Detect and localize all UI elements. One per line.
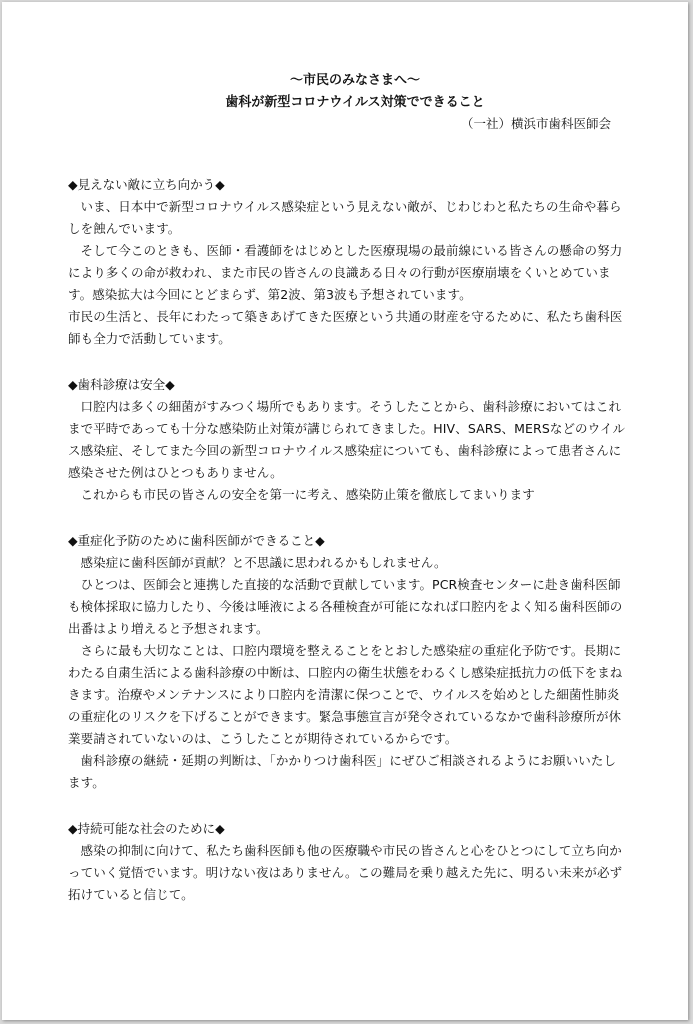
section-heading: ◆重症化予防のために歯科医師ができること◆: [68, 533, 325, 548]
paragraph: ひとつは、医師会と連携した直接的な活動で貢献しています。PCR検査センターに赴き歯科医師も検体採取に協力したり、今後は唾液による各種検査が可能になれば口腔内をよく知る歯科医師の出番はより増えると予想されます。: [68, 577, 623, 636]
paragraph: いま、日本中で新型コロナウイルス感染症という見えない敵が、じわじわと私たちの生命や暮らしを蝕んでいます。: [68, 199, 622, 236]
paragraph: 市民の生活と、長年にわたって築きあげてきた医療という共通の財産を守るために、私たち歯科医師も全力で活動しています。: [68, 309, 623, 346]
document-body: [68, 174, 628, 930]
paragraph: さらに最も大切なことは、口腔内環境を整えることをとおした感染症の重症化予防です。長期にわたる自粛生活による歯科診療の中断は、口腔内の衛生状態をわるくし感染症抵抗力の低下をまねきます。治療やメンテナンスにより口腔内を清潔に保つことで、ウイルスを始めとした細菌性肺炎の重症化のリスクを下げることができます。緊急事態宣言が発令されているなかで歯科診療所が休業要請されていないのは、こうしたことが期待されているからです。: [68, 643, 623, 746]
paragraph: これからも市民の皆さんの安全を第一に考え、感染防止策を徹底してまいります: [80, 487, 535, 502]
document-subtitle: ～市民のみなさまへ～: [289, 73, 420, 88]
section-dental-safety: [68, 374, 628, 506]
section-heading: ◆見えない敵に立ち向かう◆: [68, 177, 225, 192]
section-heading: ◆持続可能な社会のために◆: [68, 821, 225, 836]
paragraph: 感染症に歯科医師が貢献？と不思議に思われるかもしれません。: [80, 555, 447, 570]
document-title: 歯科が新型コロナウイルス対策でできること: [225, 95, 485, 110]
document-author: （一社）横浜市歯科医師会: [460, 116, 611, 131]
section-severity-prevention: [68, 530, 628, 794]
paragraph: そして今このときも、医師・看護師をはじめとした医療現場の最前線にいる皆さんの懸命の努力により多くの命が救われ、また市民の皆さんの良識ある日々の行動が医療崩壊をくいとめています。感染拡大は今回にとどまらず、第2波、第3波も予想されています。: [68, 243, 623, 302]
paragraph: 口腔内は多くの細菌がすみつく場所でもあります。そうしたことから、歯科診療においてはこれまで平時であっても十分な感染防止対策が講じられてきました。HIV、SARS、MERSなどのウイルス感染症、そしてまた今回の新型コロナウイルス感染症についても、歯科診療によって患者さんに感染させた例はひとつもありません。: [68, 399, 626, 480]
document-header: [2, 70, 688, 131]
section-heading: ◆歯科診療は安全◆: [68, 377, 175, 392]
section-invisible-enemy: [68, 174, 628, 350]
section-sustainable-society: [68, 818, 628, 906]
paragraph: 感染の抑制に向けて、私たち歯科医師も他の医療職や市民の皆さんと心をひとつにして立ち向かっていく覚悟でいます。明けない夜はありません。この難局を乗り越えた先に、明るい未来が必ず拓けていると信じて。: [68, 843, 623, 902]
document-page: [2, 2, 688, 1020]
paragraph: 歯科診療の継続・延期の判断は、「かかりつけ歯科医」にぜひご相談されるようにお願いいたします。: [68, 753, 617, 790]
